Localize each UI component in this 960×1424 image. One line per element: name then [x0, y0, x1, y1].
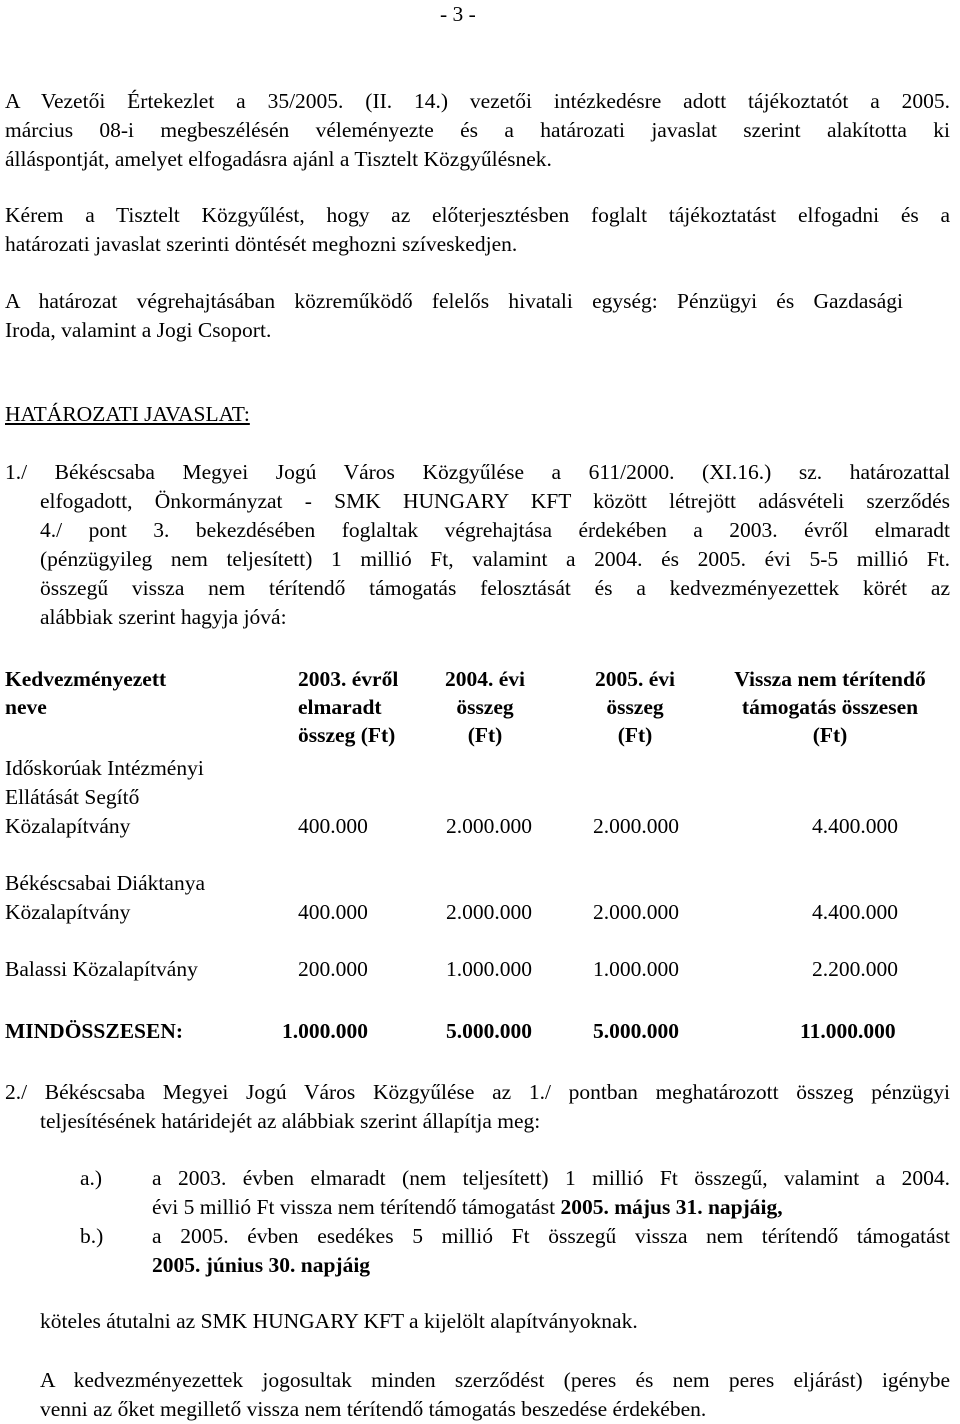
item1-line2: elfogadott, Önkormányzat - SMK HUNGARY KFT között létrejött adásvételi szerződés — [40, 489, 950, 513]
table-row-1-name: Időskorúak Intézményi Ellátását Segítő Közalapítvány — [5, 756, 204, 838]
final-line2: venni az őket megillető vissza nem térítendő támogatás beszedése érdekében. — [40, 1397, 707, 1421]
table-header-2004: 2004. évi összeg (Ft) — [444, 667, 526, 747]
sub-a-line1: a 2003. évben elmaradt (nem teljesített) 1 millió Ft összegű, valamint a 2004. — [152, 1166, 950, 1190]
sub-b-line1: a 2005. évben esedékes 5 millió Ft összegű vissza nem térítendő támogatást — [152, 1224, 950, 1248]
sub-b-label: b.) — [80, 1224, 104, 1248]
sub-b-deadline: 2005. június 30. napjáig — [152, 1253, 371, 1277]
table-row-1-total: 4.400.000 — [812, 814, 898, 838]
item2-line2: teljesítésének határidejét az alábbiak szerint állapítja meg: — [40, 1109, 541, 1133]
para1-line3: álláspontját, amelyet elfogadásra ajánl a Tisztelt Közgyűlésnek. — [5, 147, 552, 171]
table-row-2-2004: 2.000.000 — [446, 900, 532, 924]
table-row-3-name: Balassi Közalapítvány — [5, 957, 198, 981]
para2-line2: határozati javaslat szerinti döntését meghozni szíveskedjen. — [5, 232, 518, 256]
table-row-1-2005: 2.000.000 — [593, 814, 679, 838]
table-row-3-total: 2.200.000 — [812, 957, 898, 981]
table-header-name: Kedvezményezett neve — [5, 667, 167, 719]
table-row-1-2004: 2.000.000 — [446, 814, 532, 838]
table-total-2005: 5.000.000 — [593, 1019, 679, 1043]
table-total-sum: 11.000.000 — [800, 1019, 896, 1043]
item1-line1: 1./ Békéscsaba Megyei Jogú Város Közgyűlése a 611/2000. (XI.16.) sz. határozattal — [5, 460, 950, 484]
para1-line1: A Vezetői Értekezlet a 35/2005. (II. 14.) vezetői intézkedésre adott tájékoztatót a 2005. — [5, 89, 950, 113]
item1-line4: (pénzügyileg nem teljesített) 1 millió Ft, valamint a 2004. és 2005. évi 5-5 millió Ft. — [40, 547, 950, 571]
obligation-line: köteles átutalni az SMK HUNGARY KFT a kijelölt alapítványoknak. — [40, 1309, 638, 1333]
table-header-2003: 2003. évről elmaradt összeg (Ft) — [298, 667, 399, 747]
item1-line5: összegű vissza nem térítendő támogatás felosztását és a kedvezményezettek körét az — [40, 576, 950, 600]
sub-a-label: a.) — [80, 1166, 103, 1190]
resolution-heading: HATÁROZATI JAVASLAT: — [5, 402, 250, 426]
para3-line1: A határozat végrehajtásában közreműködő felelős hivatali egység: Pénzügyi és Gazdasági — [5, 289, 903, 313]
table-row-2-total: 4.400.000 — [812, 900, 898, 924]
sub-a-line2: évi 5 millió Ft vissza nem térítendő támogatást 2005. május 31. napjáig, — [152, 1195, 783, 1219]
table-row-1-2003: 400.000 — [298, 814, 368, 838]
table-header-2005: 2005. évi összeg (Ft) — [594, 667, 676, 747]
para3-line2: Iroda, valamint a Jogi Csoport. — [5, 318, 272, 342]
page-number: - 3 - — [440, 2, 476, 26]
item1-line6: alábbiak szerint hagyja jóvá: — [40, 605, 287, 629]
table-total-label: MINDÖSSZESEN: — [5, 1019, 184, 1043]
table-row-2-2003: 400.000 — [298, 900, 368, 924]
table-row-3-2004: 1.000.000 — [446, 957, 532, 981]
table-row-3-2003: 200.000 — [298, 957, 368, 981]
item1-line3: 4./ pont 3. bekezdésében foglaltak végrehajtása érdekében a 2003. évről elmaradt — [40, 518, 950, 542]
table-row-2-name: Békéscsabai Diáktanya Közalapítvány — [5, 871, 205, 924]
para2-line1: Kérem a Tisztelt Közgyűlést, hogy az előterjesztésben foglalt tájékoztatást elfogadni és a — [5, 203, 950, 227]
table-header-total: Vissza nem térítendő támogatás összesen (Ft) — [734, 667, 926, 747]
sub-a-deadline: 2005. május 31. napjáig, — [560, 1195, 783, 1219]
table-row-3-2005: 1.000.000 — [593, 957, 679, 981]
table-total-2003: 1.000.000 — [282, 1019, 368, 1043]
para1-line2: március 08-i megbeszélésén véleményezte és a határozati javaslat szerint alakította ki — [5, 118, 950, 142]
item2-line1: 2./ Békéscsaba Megyei Jogú Város Közgyűlése az 1./ pontban meghatározott összeg pénzügyi — [5, 1080, 950, 1104]
final-line1: A kedvezményezettek jogosultak minden szerződést (peres és nem peres eljárást) igénybe — [40, 1368, 950, 1392]
table-total-2004: 5.000.000 — [446, 1019, 532, 1043]
table-row-2-2005: 2.000.000 — [593, 900, 679, 924]
